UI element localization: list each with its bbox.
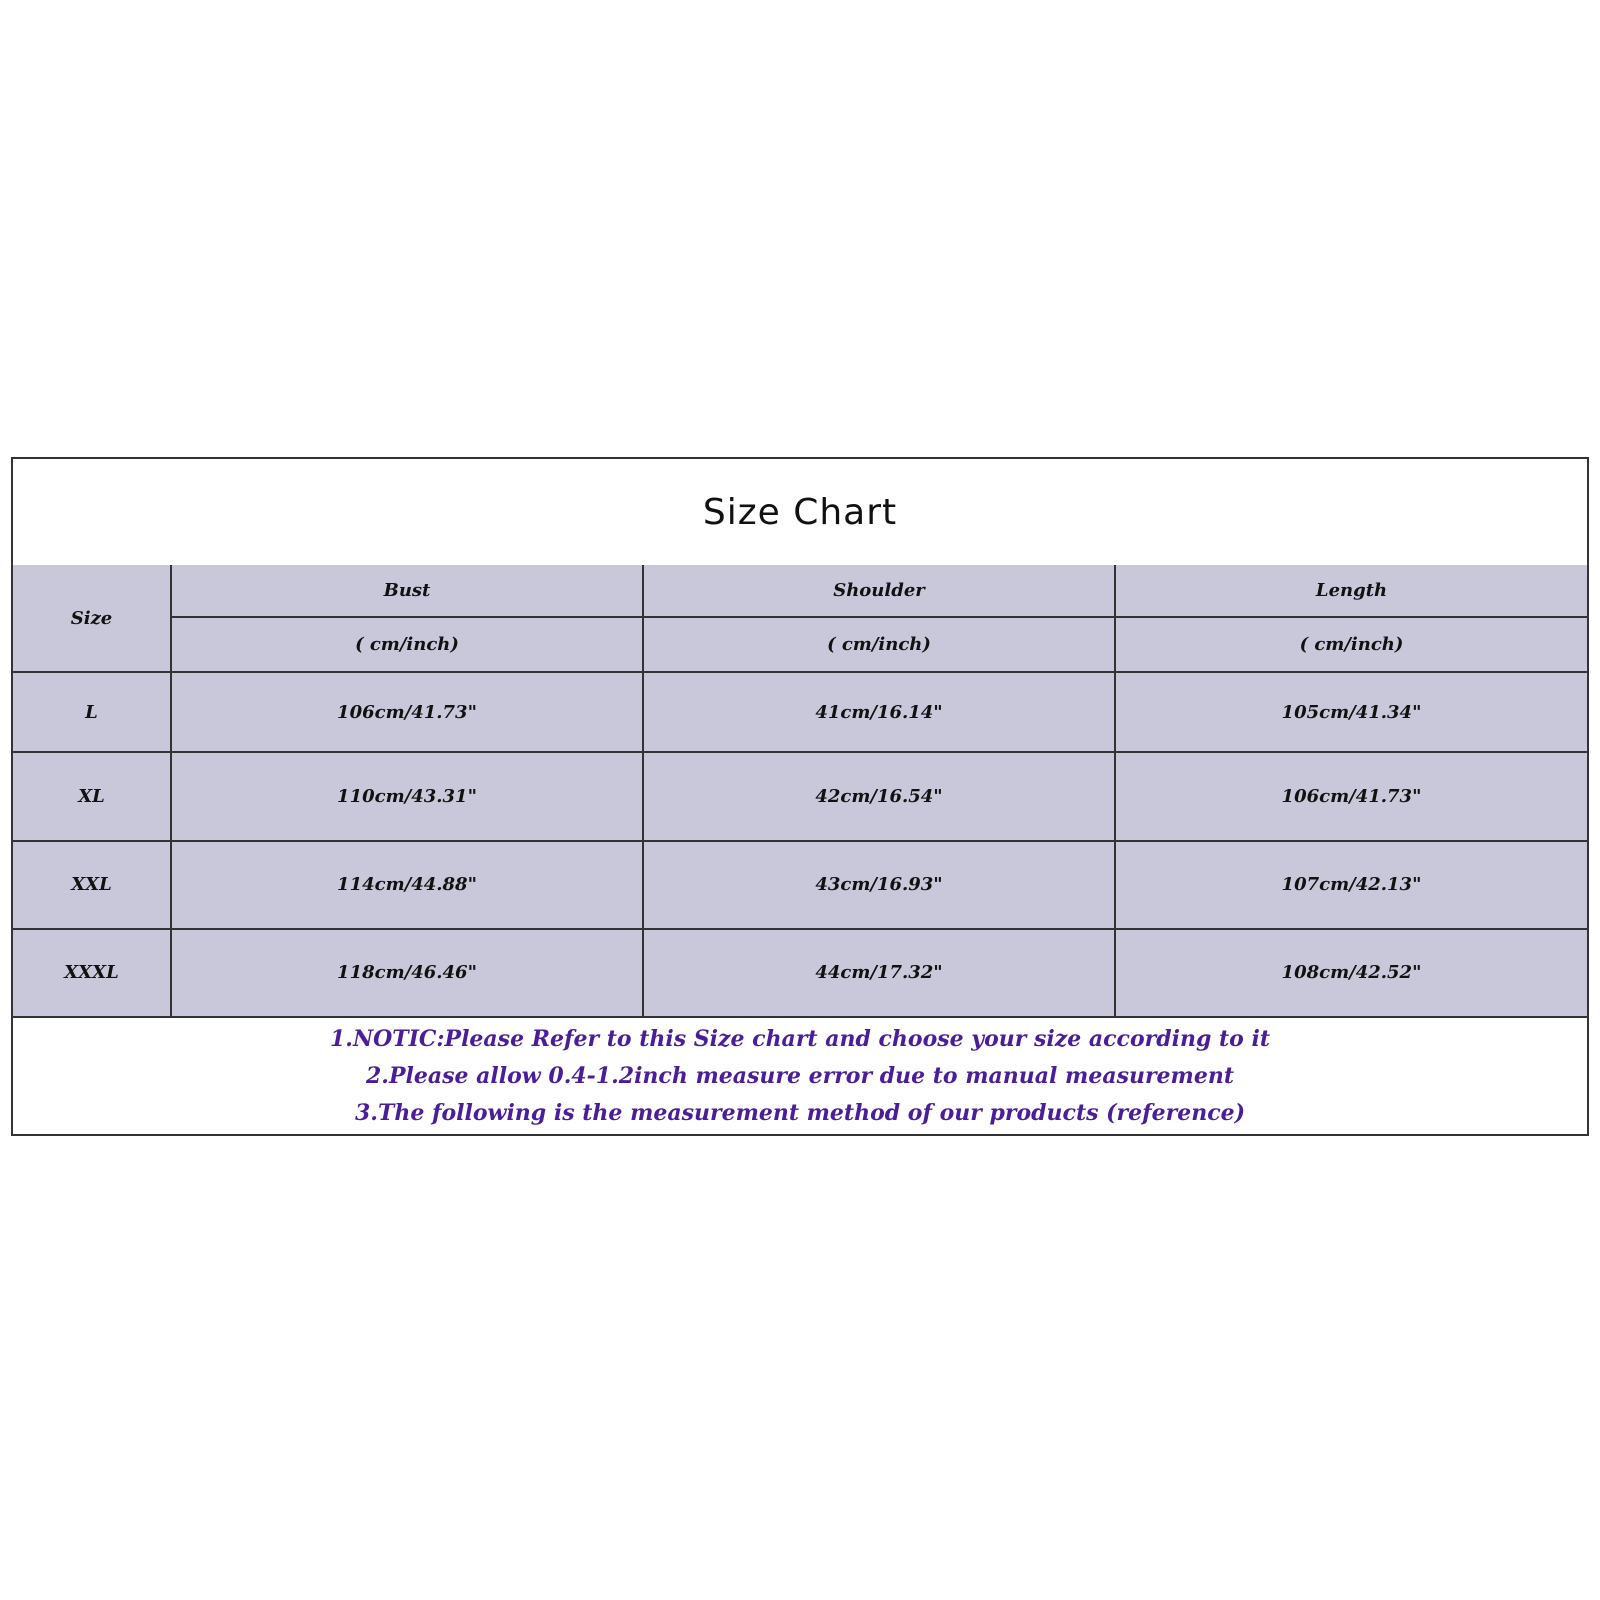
bust-cell: 110cm/43.31" (171, 752, 643, 840)
table-row (13, 841, 1587, 929)
size-cell: XXL (13, 841, 171, 929)
column-unit-bust: ( cm/inch) (171, 617, 643, 672)
table-row (13, 752, 1587, 840)
size-table (13, 565, 1587, 1018)
shoulder-cell: 41cm/16.14" (643, 672, 1115, 752)
length-cell: 108cm/42.52" (1115, 929, 1587, 1017)
bust-cell: 114cm/44.88" (171, 841, 643, 929)
note-line-3: 3.The following is the measurement method of our products (reference) (355, 1099, 1245, 1126)
size-cell: XL (13, 752, 171, 840)
column-header-length: Length (1115, 565, 1587, 617)
column-header-shoulder: Shoulder (643, 565, 1115, 617)
notes-section (13, 1018, 1587, 1134)
note-line-1: 1.NOTIC:Please Refer to this Size chart and choose your size according to it (330, 1025, 1270, 1052)
size-header: Size (13, 565, 171, 672)
shoulder-cell: 43cm/16.93" (643, 841, 1115, 929)
bust-cell: 118cm/46.46" (171, 929, 643, 1017)
bust-cell: 106cm/41.73" (171, 672, 643, 752)
shoulder-cell: 44cm/17.32" (643, 929, 1115, 1017)
chart-title: Size Chart (702, 491, 898, 533)
length-cell: 106cm/41.73" (1115, 752, 1587, 840)
note-line-2: 2.Please allow 0.4-1.2inch measure error due to manual measurement (365, 1062, 1234, 1089)
column-header-bust: Bust (171, 565, 643, 617)
table-row (13, 929, 1587, 1017)
table-row (13, 672, 1587, 752)
size-chart (11, 457, 1589, 1136)
size-cell: XXXL (13, 929, 171, 1017)
column-unit-length: ( cm/inch) (1115, 617, 1587, 672)
length-cell: 107cm/42.13" (1115, 841, 1587, 929)
header-row-units (13, 617, 1587, 672)
column-unit-shoulder: ( cm/inch) (643, 617, 1115, 672)
length-cell: 105cm/41.34" (1115, 672, 1587, 752)
header-row-names (13, 565, 1587, 617)
shoulder-cell: 42cm/16.54" (643, 752, 1115, 840)
size-cell: L (13, 672, 171, 752)
title-row (13, 459, 1587, 567)
